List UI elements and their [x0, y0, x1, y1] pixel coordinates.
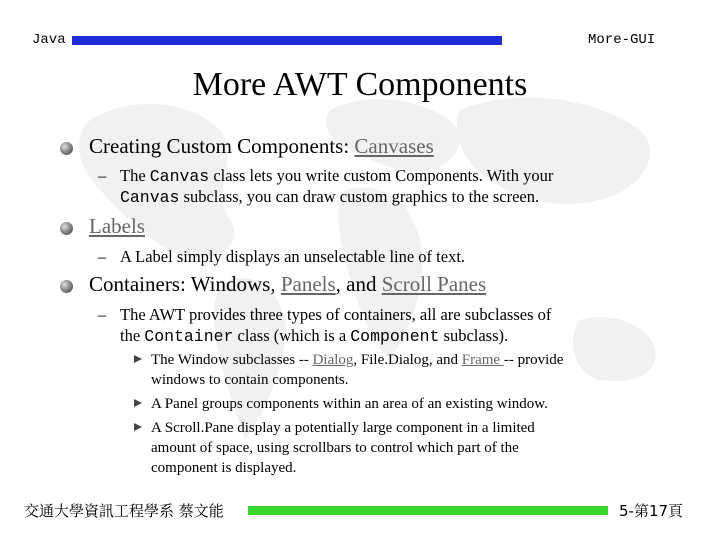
dash-marker: –: [98, 305, 107, 324]
bullet-icon: [60, 280, 73, 293]
canvas-code: Canvas: [120, 188, 180, 207]
bullet-containers: Containers: Windows, Panels, and Scroll Panes: [89, 272, 487, 296]
bullet-labels: [89, 214, 145, 239]
panel-item: A Panel groups components within an area of an existing window.: [151, 396, 548, 412]
dialog-link[interactable]: Dialog: [312, 352, 354, 368]
bullet-icon: [60, 142, 73, 155]
triangle-bullet-icon: [134, 355, 142, 363]
header-topic-label: More-GUI: [588, 32, 656, 48]
dash-marker: –: [98, 247, 107, 266]
bullet-custom-components: [89, 134, 434, 159]
containers-line-1: The AWT provides three types of containers, all are subclasses of: [120, 305, 552, 324]
window-subclasses-item: The Window subclasses -- Dialog, File.Dialog, and Frame -- provide: [151, 352, 564, 368]
page-number: 5-第17頁: [619, 502, 684, 520]
triangle-bullet-icon: [134, 423, 142, 431]
containers-description: [98, 304, 658, 346]
canvas-description: [98, 165, 658, 207]
canvas-code: Canvas: [149, 167, 210, 186]
bullet-icon: [60, 222, 73, 235]
header-bar: [72, 36, 502, 45]
labels-link[interactable]: Labels: [89, 214, 145, 238]
canvas-line-2: Canvas subclass, you can draw custom graphics to the screen.: [120, 187, 540, 207]
header-course-label: Java: [32, 32, 66, 48]
scrollpane-item-cont: amount of space, using scrollbars to control which part of the: [151, 440, 519, 456]
frame-link[interactable]: Frame: [461, 352, 504, 368]
canvases-link[interactable]: Canvases: [354, 134, 434, 158]
canvas-line-1: The Canvas class lets you write custom Components. With your: [120, 166, 554, 186]
scrollpane-item: A Scroll.Pane display a potentially large component in a limited: [151, 420, 535, 436]
dash-marker: –: [98, 166, 107, 185]
container-code: Container: [144, 327, 234, 346]
scrollpane-item-cont: component is displayed.: [151, 460, 297, 476]
bullet-text: Creating Custom Components:: [89, 134, 355, 158]
panels-link[interactable]: Panels: [280, 272, 336, 296]
labels-line: A Label simply displays an unselectable line of text.: [120, 247, 466, 266]
triangle-bullet-icon: [134, 399, 142, 407]
scroll-panes-link[interactable]: Scroll Panes: [381, 272, 487, 296]
labels-description: [98, 246, 658, 267]
component-code: Component: [350, 327, 440, 346]
footer-department-label: 交通大學資訊工程學系 蔡文能: [24, 502, 224, 520]
slide-title: More AWT Components: [192, 66, 528, 103]
footer-bar: [248, 506, 608, 515]
containers-line-2: the Container class (which is a Component subclass).: [120, 326, 509, 346]
window-subclasses-item-cont: windows to contain components.: [151, 372, 349, 388]
